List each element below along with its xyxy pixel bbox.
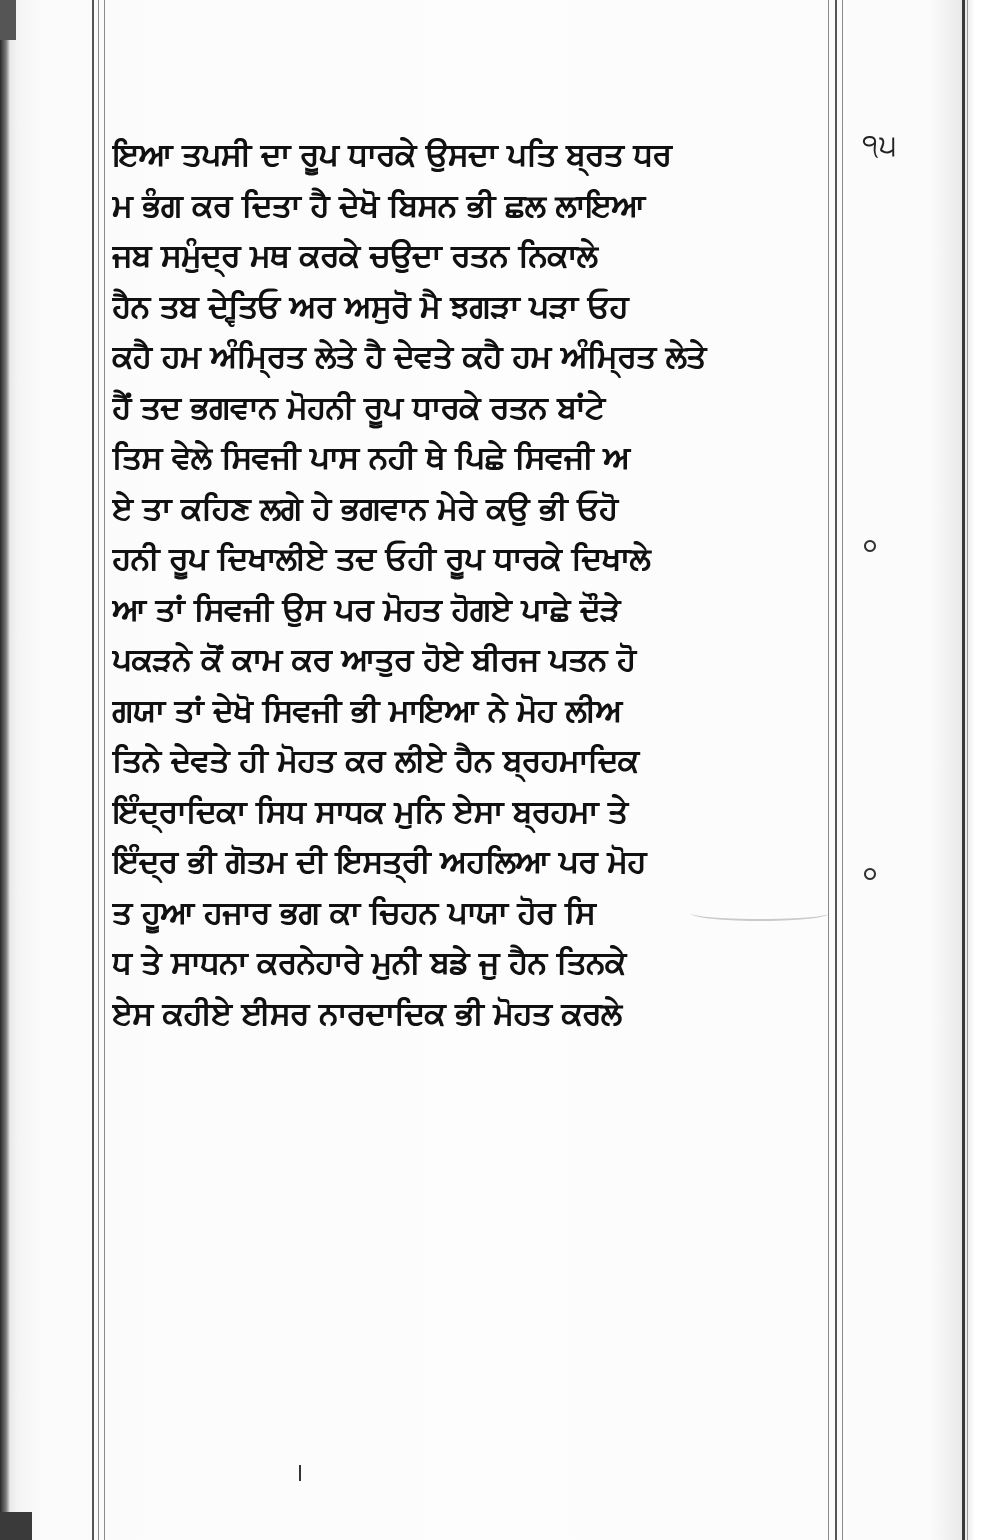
- page-edge: [962, 0, 965, 1540]
- margin-mark: [864, 868, 876, 880]
- text-line: ਤਿਸ ਵੇਲੇ ਸਿਵਜੀ ਪਾਸ ਨਹੀ ਥੇ ਪਿਛੇ ਸਿਵਜੀ ਅ: [112, 440, 630, 476]
- ink-smudge: [690, 905, 830, 921]
- left-margin-rule: [104, 0, 105, 1540]
- text-line: ਪਕੜਨੇ ਕੋਂ ਕਾਮ ਕਰ ਆਤੁਰ ਹੋਏ ਬੀਰਜ ਪਤਨ ਹੋ: [112, 642, 636, 678]
- page-edge: [967, 0, 968, 1540]
- text-line: ਇੰਦ੍ਰ ਭੀ ਗੋਤਮ ਦੀ ਇਸਤ੍ਰੀ ਅਹਲਿਆ ਪਰ ਮੋਹ: [112, 844, 646, 880]
- margin-mark: [864, 540, 876, 552]
- binding-shadow: [0, 0, 10, 1540]
- text-line: ਆ ਤਾਂ ਸਿਵਜੀ ਉਸ ਪਰ ਮੋਹਤ ਹੋਗਏ ਪਾਛੇ ਦੌੜੇ: [112, 591, 620, 628]
- text-line: ਤਿਨੇ ਦੇਵਤੇ ਹੀ ਮੋਹਤ ਕਰ ਲੀਏ ਹੈਨ ਬ੍ਰਹਮਾਦਿਕ: [112, 743, 639, 779]
- text-line: ਮ ਭੰਗ ਕਰ ਦਿਤਾ ਹੈ ਦੇਖੋ ਬਿਸਨ ਭੀ ਛਲ ਲਾਇਆ: [112, 187, 645, 224]
- text-line: ਇਆ ਤਪਸੀ ਦਾ ਰੂਪ ਧਾਰਕੇ ਉਸਦਾ ਪਤਿ ਬ੍ਰਤ ਧਰ: [112, 137, 672, 173]
- text-line: ਕਹੈ ਹਮ ਅੰਮ੍ਰਿਤ ਲੇਤੇ ਹੈ ਦੇਵਤੇ ਕਹੈ ਹਮ ਅੰਮ੍ਰਿਤ ਲੇਤੇ: [112, 339, 706, 375]
- text-line: ਤ ਹੂਆ ਹਜਾਰ ਭਗ ਕਾ ਚਿਹਨ ਪਾਯਾ ਹੋਰ ਸਿ: [112, 894, 596, 931]
- text-line: ਏ ਤਾ ਕਹਿਣ ਲਗੇ ਹੇ ਭਗਵਾਨ ਮੇਰੇ ਕਉ ਭੀ ਓਹੋ: [112, 490, 618, 527]
- scan-corner-mark: [0, 0, 16, 40]
- text-line: ਜਬ ਸਮੁੰਦ੍ਰ ਮਥ ਕਰਕੇ ਚਉਦਾ ਰਤਨ ਨਿਕਾਲੇ: [112, 238, 598, 274]
- folio-number: ੧੫: [862, 128, 898, 163]
- left-margin-rule: [98, 0, 99, 1540]
- text-line: ਧ ਤੇ ਸਾਧਨਾ ਕਰਨੇਹਾਰੇ ਮੁਨੀ ਬਡੇ ਜੁ ਹੈਨ ਤਿਨਕੇ: [112, 945, 626, 981]
- manuscript-text: [112, 130, 850, 1039]
- left-margin-rule: [92, 0, 94, 1540]
- text-line: ਹੈਨ ਤਬ ਦੇਵ੍ਤਿਓ ਅਰ ਅਸੁਰੋ ਮੈ ਝਗੜਾ ਪੜਾ ਓਹ: [112, 288, 628, 325]
- bottom-tick-mark: [299, 1465, 301, 1481]
- text-line: ਇੰਦ੍ਰਾਦਿਕਾ ਸਿਧ ਸਾਧਕ ਮੁਨਿ ਏਸਾ ਬ੍ਰਹਮਾ ਤੇ: [112, 793, 628, 830]
- text-line: ਗਯਾ ਤਾਂ ਦੇਖੋ ਸਿਵਜੀ ਭੀ ਮਾਇਆ ਨੇ ਮੋਹ ਲੀਅ: [112, 692, 622, 729]
- text-line: ਹਨੀ ਰੂਪ ਦਿਖਾਲੀਏ ਤਦ ਓਹੀ ਰੂਪ ਧਾਰਕੇ ਦਿਖਾਲੇ: [112, 541, 650, 577]
- scan-corner-mark: [0, 1512, 32, 1540]
- text-line: ਹੈਂ ਤਦ ਭਗਵਾਨ ਮੋਹਨੀ ਰੂਪ ਧਾਰਕੇ ਰਤਨ ਬਾਂਟੇ: [112, 389, 605, 426]
- text-line: ਏਸ ਕਹੀਏ ਈਸਰ ਨਾਰਦਾਦਿਕ ਭੀ ਮੋਹਤ ਕਰਲੇ: [112, 995, 622, 1032]
